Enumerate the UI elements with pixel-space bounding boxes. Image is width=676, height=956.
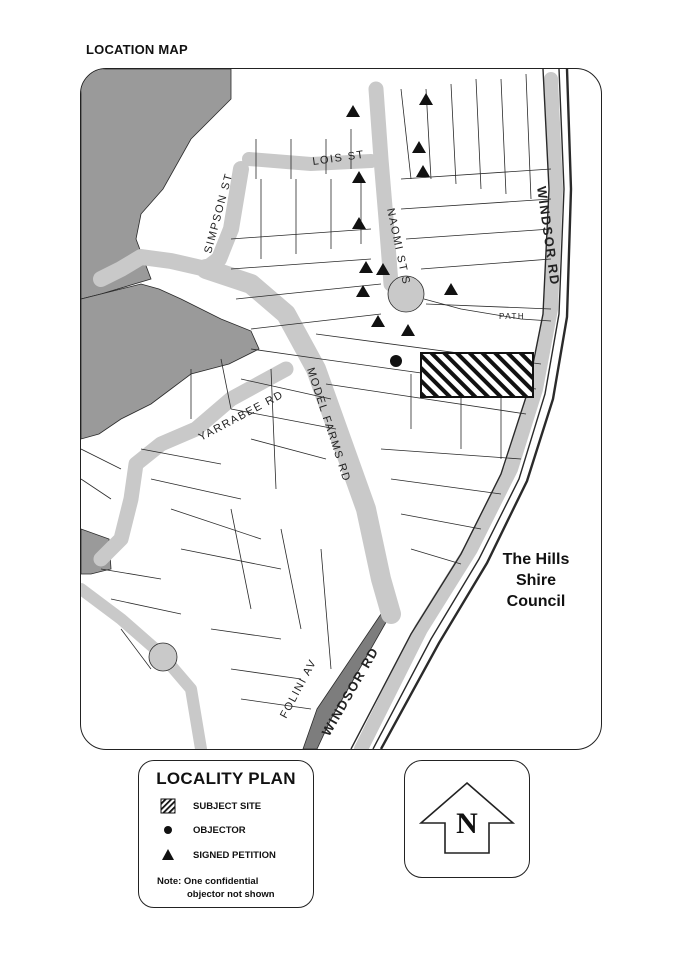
map-canvas xyxy=(81,69,601,749)
path-walkway xyxy=(424,299,551,321)
subject-site xyxy=(421,353,533,397)
street-label-folini: FOLINI AV xyxy=(278,657,320,721)
street-label-path: PATH xyxy=(499,312,526,321)
council-line: The Hills xyxy=(502,551,570,568)
road-model-farms xyxy=(206,269,391,614)
location-map xyxy=(80,68,602,750)
legend-note-line: objector not shown xyxy=(187,889,275,900)
legend-box xyxy=(138,760,314,908)
north-indicator xyxy=(404,760,530,878)
petition-marker xyxy=(371,315,385,327)
legend-label: SUBJECT SITE xyxy=(193,800,262,812)
petition-marker xyxy=(346,105,360,117)
street-label-naomi: NAOMI ST S xyxy=(384,207,413,287)
petition-marker xyxy=(359,261,373,273)
petition-marker xyxy=(356,285,370,297)
legend-item-signed-petition xyxy=(157,846,276,864)
legend-item-objector xyxy=(157,821,246,839)
street-label-windsor-north: WINDSOR RD xyxy=(534,185,563,287)
north-letter: N xyxy=(456,807,478,840)
petition-marker xyxy=(352,171,366,183)
road-southwest xyxy=(81,589,201,749)
legend-title: LOCALITY PLAN xyxy=(156,769,296,788)
map-heading: LOCATION MAP xyxy=(86,42,188,57)
petition-marker xyxy=(444,283,458,295)
legend-note-line: Note: One confidential xyxy=(157,876,259,887)
southwest-cul-de-sac xyxy=(149,643,177,671)
road-windsor xyxy=(361,79,556,749)
petition-marker xyxy=(412,141,426,153)
council-label xyxy=(486,549,586,612)
petition-marker xyxy=(419,93,433,105)
council-line: Shire xyxy=(515,572,556,589)
street-label-model-farms: MODEL FARMS RD xyxy=(304,366,353,484)
petition-marker xyxy=(401,324,415,336)
petition-marker xyxy=(416,165,430,177)
legend-label: SIGNED PETITION xyxy=(193,849,276,861)
road-naomi xyxy=(376,89,391,284)
dot-icon xyxy=(157,822,179,838)
council-line: Council xyxy=(506,593,566,610)
legend-label: OBJECTOR xyxy=(193,824,246,836)
street-label-yarrabee: YARRABEE RD xyxy=(196,388,286,444)
street-label-simpson: SIMPSON ST xyxy=(202,171,236,255)
petition-marker xyxy=(352,217,366,229)
hatched-square-icon xyxy=(157,798,179,814)
triangle-icon xyxy=(157,847,179,863)
legend-item-subject-site xyxy=(157,797,261,815)
street-label-lois: LOIS ST xyxy=(311,148,366,168)
street-label-windsor-south: WINDSOR RD xyxy=(318,644,382,739)
objector-marker xyxy=(390,355,402,367)
legend-note xyxy=(157,875,275,901)
